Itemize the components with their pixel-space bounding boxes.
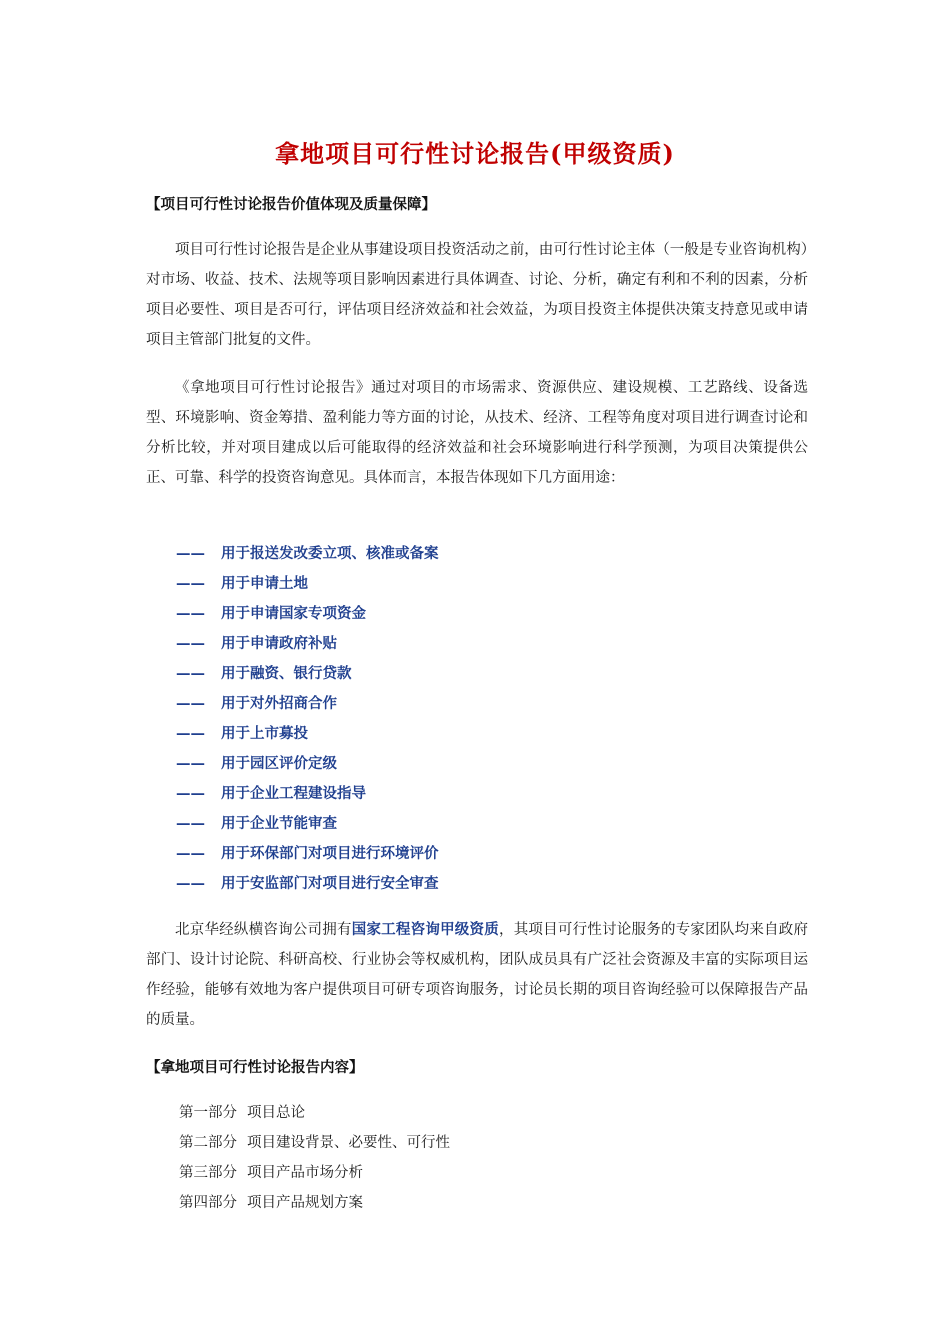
dash-marker: —— [176,815,205,832]
use-item-label: 用于上市募投 [221,725,308,742]
table-of-contents [179,1098,450,1218]
toc-part-number: 第三部分 [179,1165,237,1181]
dash-marker: —— [176,575,205,592]
dash-marker: —— [176,695,205,712]
use-item [176,569,439,599]
use-item-label: 用于对外招商合作 [221,695,337,712]
use-item [176,779,439,809]
toc-item [179,1188,450,1218]
paragraph-definition: 项目可行性讨论报告是企业从事建设项目投资活动之前，由可行性讨论主体（一般是专业咨询机构）对市场、收益、技术、法规等项目影响因素进行具体调查、讨论、分析，确定有利和不利的因素，分析项目必要性、项目是否可行，评估项目经济效益和社会效益，为项目投资主体提供决策支持意见或申请项目主管部门批复的文件。 [146,242,808,348]
document-title: 拿地项目可行性讨论报告(甲级资质) [275,139,675,168]
section-heading-value: 【项目可行性讨论报告价值体现及质量保障】 [146,196,436,213]
dash-marker: —— [176,725,205,742]
paragraph-company-intro [146,915,808,1035]
use-item [176,629,439,659]
dash-marker: —— [176,545,205,562]
use-item-label: 用于申请国家专项资金 [221,605,366,622]
toc-part-number: 第二部分 [179,1135,237,1151]
dash-marker: —— [176,635,205,652]
use-item [176,539,439,569]
section-heading-contents: 【拿地项目可行性讨论报告内容】 [146,1059,364,1076]
use-item-label: 用于园区评价定级 [221,755,337,772]
dash-marker: —— [176,605,205,622]
use-item [176,659,439,689]
use-item-label: 用于报送发改委立项、核准或备案 [221,545,439,562]
toc-item [179,1098,450,1128]
use-item-label: 用于企业节能审查 [221,815,337,832]
toc-part-name: 项目建设背景、必要性、可行性 [247,1135,450,1151]
use-item [176,749,439,779]
use-item [176,869,439,899]
paragraph-report-purpose: 《拿地项目可行性讨论报告》通过对项目的市场需求、资源供应、建设规模、工艺路线、设备选型、环境影响、资金筹措、盈利能力等方面的讨论，从技术、经济、工程等角度对项目进行调查讨论和分析比较，并对项目建成以后可能取得的经济效益和社会环境影响进行科学预测，为项目决策提供公正、可靠、科学的投资咨询意见。具体而言，本报告体现如下几方面用途： [146,380,808,486]
qualification-highlight: 国家工程咨询甲级资质 [351,921,499,938]
use-item-label: 用于安监部门对项目进行安全审查 [221,875,439,892]
use-item-label: 用于企业工程建设指导 [221,785,366,802]
company-intro-text: 北京华经纵横咨询公司拥有 [175,922,352,938]
use-item-label: 用于环保部门对项目进行环境评价 [221,845,439,862]
use-item [176,719,439,749]
use-item [176,689,439,719]
use-item [176,839,439,869]
toc-part-name: 项目产品市场分析 [247,1165,363,1181]
toc-part-number: 第四部分 [179,1195,237,1211]
dash-marker: —— [176,875,205,892]
toc-part-name: 项目总论 [247,1105,305,1121]
dash-marker: —— [176,845,205,862]
toc-item [179,1128,450,1158]
uses-list [176,539,439,899]
use-item [176,809,439,839]
dash-marker: —— [176,755,205,772]
toc-item [179,1158,450,1188]
company-intro-text-continued: ，其项目可行性讨论服务的专家团队均来自政府部门、设计讨论院、科研高校、行业协会等权威机构，团队成员具有广泛社会资源及丰富的实际项目运作经验，能够有效地为客户提供项目可研专项咨询服务，讨论员长期的项目咨询经验可以保障报告产品的质量。 [146,922,809,1028]
use-item-label: 用于融资、银行贷款 [221,665,352,682]
use-item [176,599,439,629]
dash-marker: —— [176,665,205,682]
use-item-label: 用于申请政府补贴 [221,635,337,652]
toc-part-name: 项目产品规划方案 [247,1195,363,1211]
dash-marker: —— [176,785,205,802]
use-item-label: 用于申请土地 [221,575,308,592]
toc-part-number: 第一部分 [179,1105,237,1121]
